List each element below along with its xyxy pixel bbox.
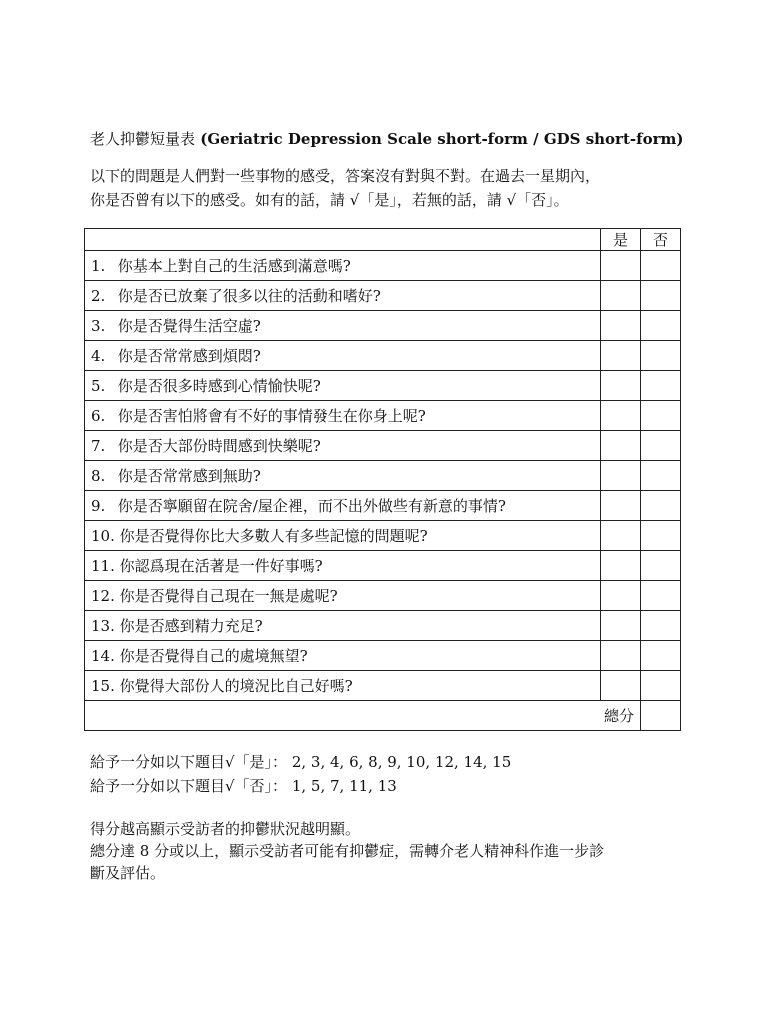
question-row	[85, 461, 681, 491]
answer-no-box[interactable]	[641, 671, 681, 701]
question-row	[85, 371, 681, 401]
total-label: 總分	[85, 701, 641, 731]
question-number: 6.	[91, 407, 106, 425]
question-cell	[85, 311, 601, 341]
questionnaire-table	[84, 228, 681, 731]
question-cell	[85, 251, 601, 281]
question-cell	[85, 551, 601, 581]
answer-yes-box[interactable]	[601, 611, 641, 641]
question-number: 8.	[91, 467, 106, 485]
question-cell	[85, 641, 601, 671]
question-cell	[85, 581, 601, 611]
answer-no-box[interactable]	[641, 251, 681, 281]
answer-no-box[interactable]	[641, 551, 681, 581]
question-row	[85, 611, 681, 641]
question-cell	[85, 281, 601, 311]
question-cell	[85, 491, 601, 521]
question-row	[85, 671, 681, 701]
question-number: 3.	[91, 317, 106, 335]
total-score-box[interactable]	[641, 701, 681, 731]
answer-yes-box[interactable]	[601, 671, 641, 701]
question-row	[85, 551, 681, 581]
question-row	[85, 521, 681, 551]
header-blank-cell	[85, 229, 601, 251]
question-number: 7.	[91, 437, 106, 455]
question-text: 你是否害怕將會有不好的事情發生在你身上呢?	[117, 407, 426, 425]
page-title	[90, 128, 683, 149]
answer-no-box[interactable]	[641, 581, 681, 611]
question-text: 你是否大部份時間感到快樂呢?	[117, 437, 321, 455]
question-text: 你是否覺得自己的處境無望?	[119, 647, 308, 665]
question-row	[85, 581, 681, 611]
answer-yes-box[interactable]	[601, 521, 641, 551]
answer-yes-box[interactable]	[601, 461, 641, 491]
header-no: 否	[641, 229, 681, 251]
question-cell	[85, 371, 601, 401]
scoring-rules	[90, 750, 511, 798]
answer-no-box[interactable]	[641, 641, 681, 671]
question-number: 13.	[91, 617, 115, 635]
question-cell	[85, 521, 601, 551]
table-header-row	[85, 229, 681, 251]
question-number: 12.	[91, 587, 115, 605]
answer-no-box[interactable]	[641, 491, 681, 521]
answer-yes-box[interactable]	[601, 311, 641, 341]
answer-no-box[interactable]	[641, 401, 681, 431]
answer-yes-box[interactable]	[601, 251, 641, 281]
question-text: 你是否常常感到煩悶?	[117, 347, 261, 365]
answer-no-box[interactable]	[641, 461, 681, 491]
instructions-line-1: 以下的問題是人們對一些事物的感受，答案沒有對與不對。在過去一星期內，	[90, 167, 601, 185]
question-cell	[85, 341, 601, 371]
question-text: 你是否覺得生活空虛?	[117, 317, 261, 335]
interpretation-notes	[90, 818, 700, 884]
question-number: 9.	[91, 497, 106, 515]
question-number: 5.	[91, 377, 106, 395]
question-text: 你是否感到精力充足?	[119, 617, 263, 635]
question-row	[85, 491, 681, 521]
answer-yes-box[interactable]	[601, 491, 641, 521]
answer-yes-box[interactable]	[601, 431, 641, 461]
title-chinese: 老人抑鬱短量表	[90, 130, 196, 148]
answer-yes-box[interactable]	[601, 371, 641, 401]
question-row	[85, 641, 681, 671]
question-row	[85, 401, 681, 431]
question-number: 4.	[91, 347, 106, 365]
answer-no-box[interactable]	[641, 521, 681, 551]
question-cell	[85, 401, 601, 431]
notes-line-2: 總分達 8 分或以上，顯示受訪者可能有抑鬱症，需轉介老人精神科作進一步診	[90, 842, 605, 860]
question-number: 10.	[91, 527, 115, 545]
answer-no-box[interactable]	[641, 371, 681, 401]
question-text: 你基本上對自己的生活感到滿意嗎?	[117, 257, 351, 275]
scoring-yes-rule: 給予一分如以下題目√「是」： 2, 3, 4, 6, 8, 9, 10, 12, 14, 15	[90, 753, 512, 771]
question-cell	[85, 611, 601, 641]
scoring-no-rule: 給予一分如以下題目√「否」： 1, 5, 7, 11, 13	[90, 777, 397, 795]
instructions	[90, 164, 690, 212]
question-text: 你覺得大部份人的境況比自己好嗎?	[119, 677, 353, 695]
answer-yes-box[interactable]	[601, 581, 641, 611]
question-row	[85, 431, 681, 461]
answer-yes-box[interactable]	[601, 401, 641, 431]
question-cell	[85, 671, 601, 701]
answer-yes-box[interactable]	[601, 551, 641, 581]
question-number: 14.	[91, 647, 115, 665]
question-text: 你是否已放棄了很多以往的活動和嗜好?	[117, 287, 381, 305]
answer-no-box[interactable]	[641, 341, 681, 371]
header-yes: 是	[601, 229, 641, 251]
answer-yes-box[interactable]	[601, 341, 641, 371]
question-text: 你是否寧願留在院舍/屋企裡，而不出外做些有新意的事情?	[117, 497, 506, 515]
question-row	[85, 341, 681, 371]
question-cell	[85, 461, 601, 491]
question-text: 你是否覺得你比大多數人有多些記憶的問題呢?	[119, 527, 428, 545]
question-text: 你是否常常感到無助?	[117, 467, 261, 485]
title-english: (Geriatric Depression Scale short-form / GDS short-form)	[200, 130, 684, 148]
question-row	[85, 281, 681, 311]
answer-no-box[interactable]	[641, 611, 681, 641]
question-text: 你是否覺得自己現在一無是處呢?	[119, 587, 338, 605]
instructions-line-2: 你是否曾有以下的感受。如有的話，請 √「是」，若無的話，請 √「否」。	[90, 191, 569, 209]
answer-no-box[interactable]	[641, 311, 681, 341]
question-number: 11.	[91, 557, 115, 575]
question-cell	[85, 431, 601, 461]
question-number: 15.	[91, 677, 115, 695]
answer-yes-box[interactable]	[601, 281, 641, 311]
answer-yes-box[interactable]	[601, 641, 641, 671]
notes-line-3: 斷及評估。	[90, 864, 166, 882]
question-text: 你認爲現在活著是一件好事嗎?	[119, 557, 323, 575]
answer-no-box[interactable]	[641, 431, 681, 461]
notes-line-1: 得分越高顯示受訪者的抑鬱狀況越明顯。	[90, 820, 361, 838]
question-row	[85, 251, 681, 281]
question-row	[85, 311, 681, 341]
question-text: 你是否很多時感到心情愉快呢?	[117, 377, 321, 395]
question-number: 1.	[91, 257, 106, 275]
total-row	[85, 701, 681, 731]
question-number: 2.	[91, 287, 106, 305]
answer-no-box[interactable]	[641, 281, 681, 311]
